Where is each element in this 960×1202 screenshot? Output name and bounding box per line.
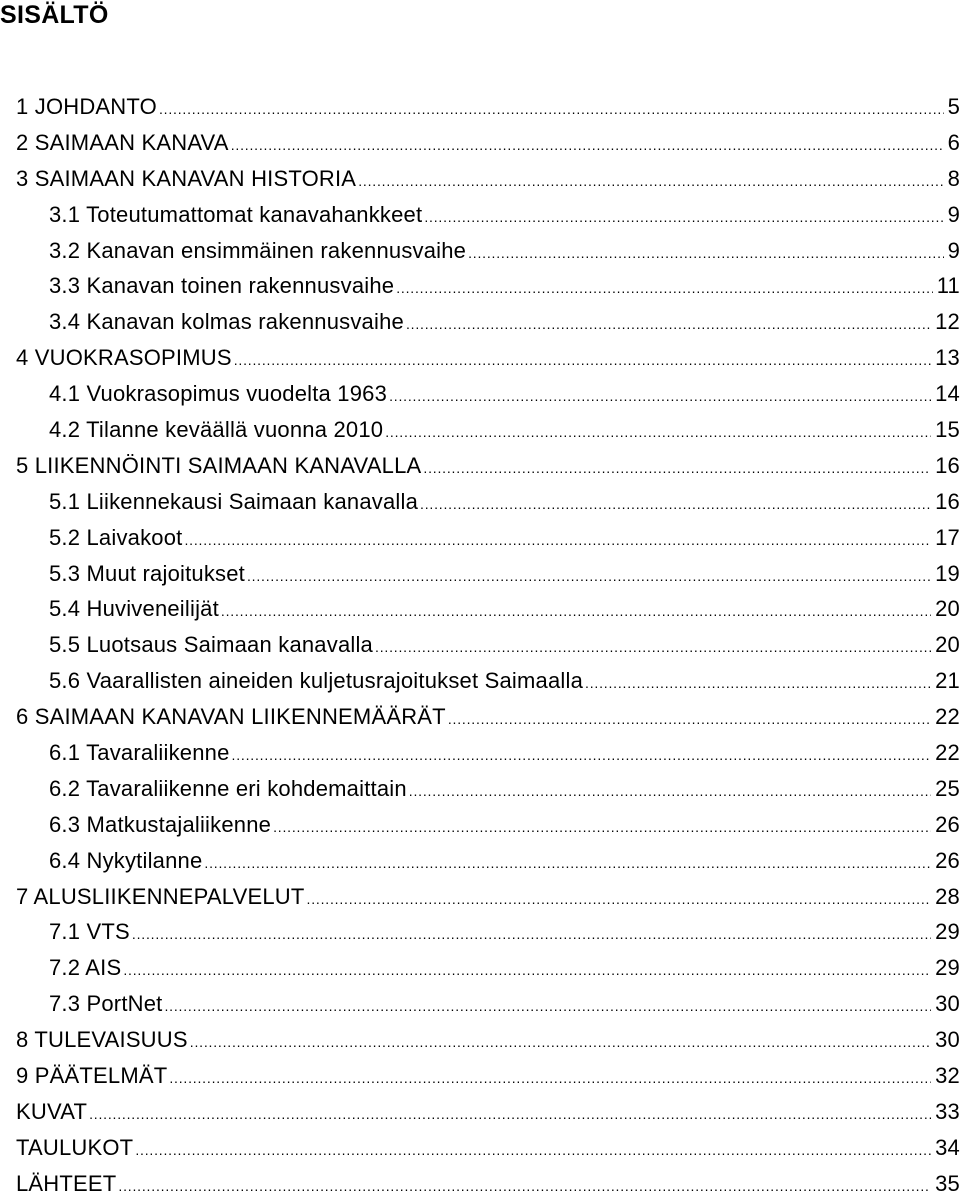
toc-entry-label: 5.2 Laivakoot (49, 524, 183, 550)
toc-dot-leader (234, 353, 931, 367)
toc-entry-page-number: 30 (935, 1027, 960, 1053)
toc-entry-page-number: 34 (935, 1134, 960, 1160)
toc-entry-label: 3.3 Kanavan toinen rakennusvaihe (49, 273, 395, 299)
toc-entry-label: KUVAT (16, 1098, 88, 1124)
toc-entry-page-number: 29 (935, 919, 960, 945)
toc-entry-page-number: 25 (935, 775, 960, 801)
toc-entry-page-number: 19 (935, 560, 960, 586)
toc-entry-label: 4 VUOKRASOPIMUS (16, 345, 232, 371)
toc-entry-page-number: 22 (935, 704, 960, 730)
toc-entry-page-number: 16 (935, 452, 960, 478)
toc-entry-label: 3.1 Toteutumattomat kanavahankkeet (49, 201, 423, 227)
toc-dot-leader (169, 1071, 931, 1085)
toc-entry-label: 5 LIIKENNÖINTI SAIMAAN KANAVALLA (16, 452, 422, 478)
toc-entry[interactable] (0, 1130, 960, 1166)
toc-dot-leader (375, 640, 931, 654)
toc-dot-leader (585, 676, 931, 690)
toc-dot-leader (135, 1143, 931, 1157)
toc-entry[interactable] (0, 1022, 960, 1058)
toc-dot-leader (232, 748, 932, 762)
toc-entry[interactable] (0, 161, 960, 197)
toc-entry-page-number: 13 (935, 345, 960, 371)
toc-entry[interactable] (0, 914, 960, 950)
toc-entry[interactable] (0, 556, 960, 592)
toc-entry-label: 5.1 Liikennekausi Saimaan kanavalla (49, 488, 419, 514)
toc-dot-leader (468, 246, 943, 260)
toc-entry-page-number: 32 (935, 1063, 960, 1089)
toc-dot-leader (118, 1179, 931, 1193)
toc-entry-page-number: 20 (935, 596, 960, 622)
toc-entry-label: 6.4 Nykytilanne (49, 847, 203, 873)
toc-entry-label: 6.1 Tavaraliikenne (49, 740, 230, 766)
toc-dot-leader (221, 604, 931, 618)
toc-entry-label: 5.6 Vaarallisten aineiden kuljetusrajoitukset Saimaalla (49, 668, 584, 694)
toc-dot-leader (406, 317, 931, 331)
toc-entry[interactable] (0, 89, 960, 125)
toc-entry[interactable] (0, 735, 960, 771)
toc-entry-page-number: 21 (935, 668, 960, 694)
toc-dot-leader (159, 102, 944, 116)
toc-entry[interactable] (0, 448, 960, 484)
toc-entry-page-number: 5 (947, 94, 960, 119)
toc-entry[interactable] (0, 591, 960, 627)
toc-dot-leader (123, 963, 931, 977)
toc-dot-leader (389, 389, 931, 403)
toc-entry-label: 5.3 Muut rajoitukset (49, 560, 245, 586)
toc-dot-leader (190, 1035, 931, 1049)
toc-dot-leader (164, 999, 931, 1013)
toc-dot-leader (409, 784, 931, 798)
toc-entry-page-number: 6 (947, 129, 960, 155)
toc-entry[interactable] (0, 412, 960, 448)
toc-entry-label: 4.2 Tilanne keväällä vuonna 2010 (49, 417, 384, 443)
toc-entry-label: 2 SAIMAAN KANAVA (16, 129, 229, 155)
toc-entry[interactable] (0, 950, 960, 986)
toc-entry[interactable] (0, 376, 960, 412)
toc-entry-label: 6.3 Matkustajaliikenne (49, 811, 272, 837)
toc-entry[interactable] (0, 1094, 960, 1130)
toc-entry-label: 5.5 Luotsaus Saimaan kanavalla (49, 632, 373, 658)
toc-entry-page-number: 26 (935, 847, 960, 873)
toc-dot-leader (420, 497, 931, 511)
toc-entry-label: TAULUKOT (16, 1134, 134, 1160)
toc-entry[interactable] (0, 125, 960, 161)
toc-entry-label: 8 TULEVAISUUS (16, 1027, 188, 1053)
toc-entry[interactable] (0, 879, 960, 915)
toc-entry-page-number: 28 (935, 883, 960, 909)
toc-entry-label: 3.4 Kanavan kolmas rakennusvaihe (49, 309, 404, 335)
toc-dot-leader (184, 533, 931, 547)
toc-entry-label: 7.2 AIS (49, 955, 122, 981)
toc-entry-label: 5.4 Huviveneilijät (49, 596, 219, 622)
toc-entry-label: 4.1 Vuokrasopimus vuodelta 1963 (49, 381, 388, 407)
toc-entry-page-number: 11 (936, 273, 960, 299)
toc-dot-leader (424, 210, 943, 224)
toc-entry-page-number: 9 (947, 201, 960, 227)
toc-entry[interactable] (0, 268, 960, 304)
toc-entry[interactable] (0, 843, 960, 879)
toc-dot-leader (307, 892, 932, 906)
toc-entry-page-number: 33 (935, 1098, 960, 1124)
toc-dot-leader (273, 820, 931, 834)
toc-entry[interactable] (0, 484, 960, 520)
toc-entry-page-number: 16 (935, 488, 960, 514)
toc-entry-page-number: 22 (935, 740, 960, 766)
toc-entry[interactable] (0, 340, 960, 376)
toc-entry-label: 7 ALUSLIIKENNEPALVELUT (16, 883, 305, 909)
toc-entry-page-number: 9 (947, 237, 960, 263)
toc-dot-leader (132, 927, 931, 941)
toc-dot-leader (204, 856, 931, 870)
toc-entry-page-number: 14 (935, 381, 960, 407)
toc-entry[interactable] (0, 1166, 960, 1202)
toc-entry-label: 3.2 Kanavan ensimmäinen rakennusvaihe (49, 237, 467, 263)
toc-entry[interactable] (0, 699, 960, 735)
toc-entry-label: 3 SAIMAAN KANAVAN HISTORIA (16, 165, 357, 191)
toc-entry[interactable] (0, 663, 960, 699)
toc-entry-label: 9 PÄÄTELMÄT (16, 1063, 168, 1089)
toc-entry-label: 6 SAIMAAN KANAVAN LIIKENNEMÄÄRÄT (16, 704, 446, 730)
toc-entry[interactable] (0, 771, 960, 807)
toc-entry-label: LÄHTEET (16, 1170, 117, 1196)
toc-dot-leader (89, 1107, 931, 1121)
toc-entry-page-number: 30 (935, 991, 960, 1017)
toc-dot-leader (231, 138, 944, 152)
toc-entry-label: 1 JOHDANTO (16, 94, 157, 119)
toc-entry-page-number: 8 (947, 165, 960, 191)
toc-entry-label: 6.2 Tavaraliikenne eri kohdemaittain (49, 775, 407, 801)
toc-entry[interactable] (0, 1058, 960, 1094)
toc-entry-page-number: 17 (935, 524, 960, 550)
toc-dot-leader (448, 712, 931, 726)
toc-entry-page-number: 29 (935, 955, 960, 981)
toc-entry[interactable] (0, 197, 960, 233)
toc-entry[interactable] (0, 627, 960, 663)
toc-entry[interactable] (0, 233, 960, 269)
toc-dot-leader (423, 461, 931, 475)
toc-entry-page-number: 15 (935, 417, 960, 443)
toc-entry-page-number: 26 (935, 811, 960, 837)
toc-entry-page-number: 35 (935, 1170, 960, 1196)
page-title: SISÄLTÖ (0, 1, 109, 29)
toc-entry-page-number: 12 (935, 309, 960, 335)
toc-dot-leader (385, 425, 931, 439)
toc-entry[interactable] (0, 986, 960, 1022)
toc-entry[interactable] (0, 520, 960, 556)
toc-dot-leader (247, 569, 931, 583)
toc-entry[interactable] (0, 807, 960, 843)
toc-dot-leader (358, 174, 943, 188)
toc-entry[interactable] (0, 304, 960, 340)
toc-entry-label: 7.3 PortNet (49, 991, 163, 1017)
toc-entry-label: 7.1 VTS (49, 919, 130, 945)
toc-dot-leader (396, 281, 933, 295)
toc-entry-page-number: 20 (935, 632, 960, 658)
table-of-contents (0, 89, 960, 1202)
